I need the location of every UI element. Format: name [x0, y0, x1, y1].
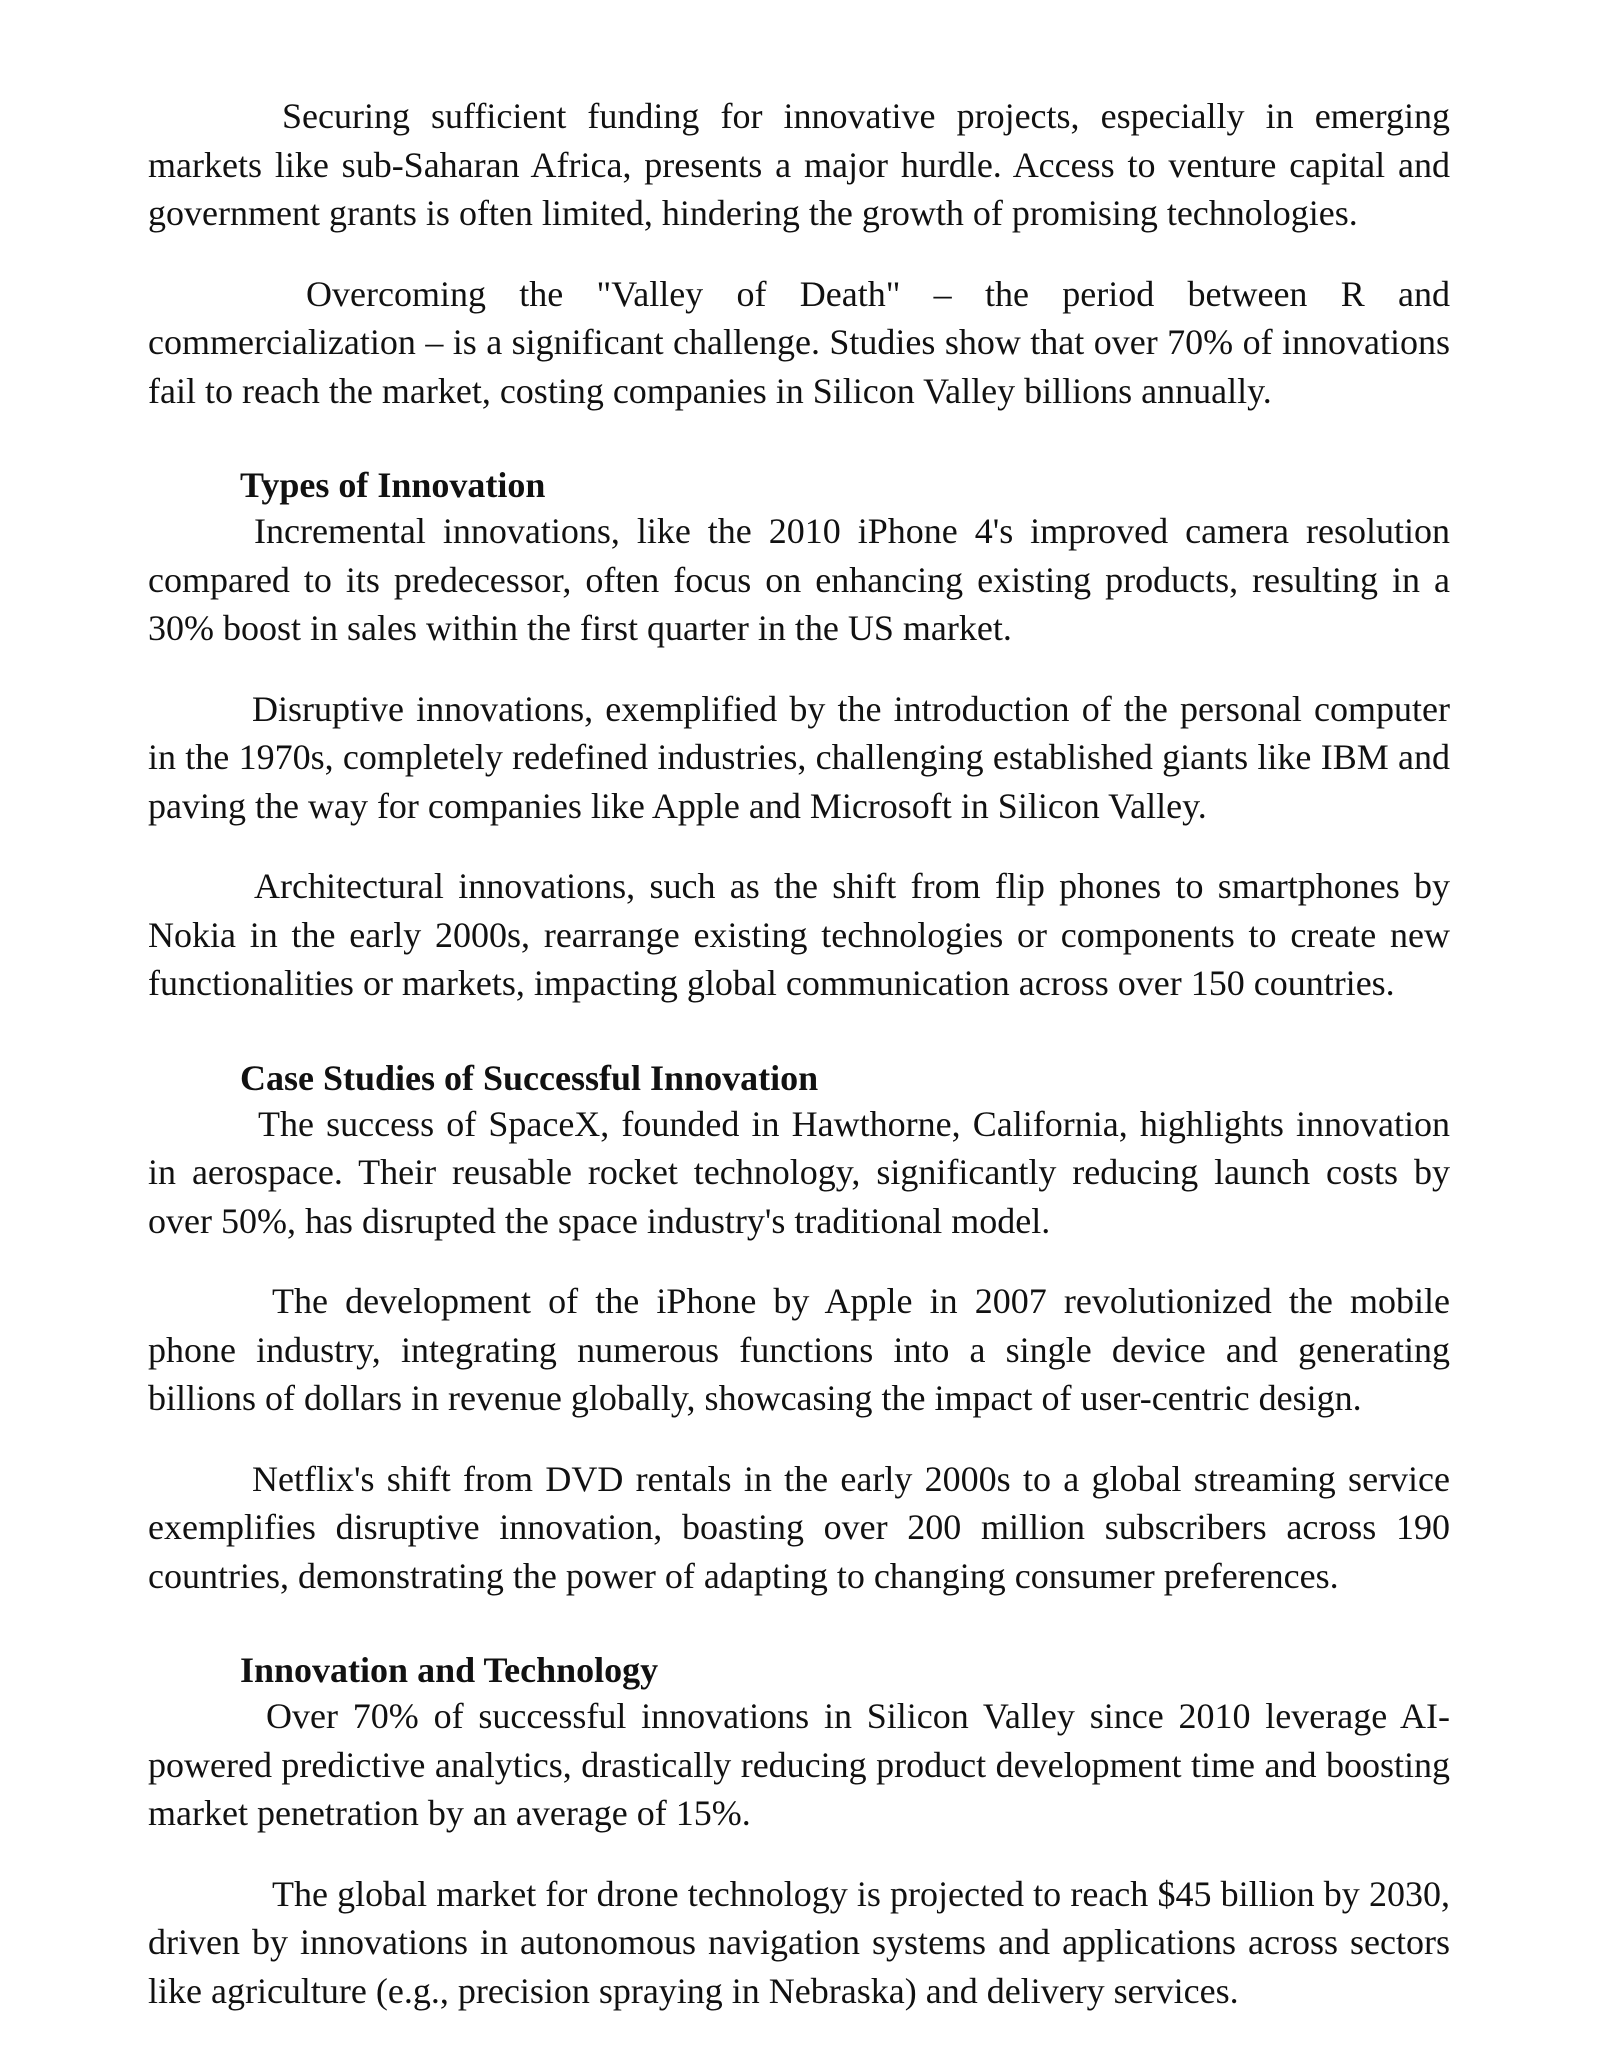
- section-innovation-and-technology: [148, 1648, 1450, 2015]
- paragraph-funding: Securing sufficient funding for innovative projects, especially in emerging markets like sub-Saharan Africa, presents a major hurdle. Access to venture capital and government grants is often limited, hindering the growth of promising technologies.: [148, 96, 1450, 233]
- section-types-of-innovation: [148, 463, 1450, 1008]
- paragraph-disruptive: Disruptive innovations, exemplified by the introduction of the personal computer in the 1970s, completely redefined industries, challenging established giants like IBM and paving the way for companies like Apple and Microsoft in Silicon Valley.: [148, 688, 1450, 826]
- section-heading: Types of Innovation: [240, 465, 546, 505]
- paragraph-ai-analytics: Over 70% of successful innovations in Silicon Valley since 2010 leverage AI-powered predictive analytics, drastically reducing product development time and boosting market penetration by an average of 15%.: [148, 1696, 1450, 1833]
- paragraph-architectural: Architectural innovations, such as the shift from flip phones to smartphones by Nokia in the early 2000s, rearrange existing technologies or components to create new functionalities or markets, impacting global communication across over 150 countries.: [148, 866, 1450, 1003]
- paragraph-incremental: Incremental innovations, like the 2010 iPhone 4's improved camera resolution compared to its predecessor, often focus on enhancing existing products, resulting in a 30% boost in sales within the first quarter in the US market.: [148, 511, 1450, 648]
- paragraph-valley-of-death: Overcoming the "Valley of Death" – the period between R and commercialization – is a significant challenge. Studies show that over 70% of innovations fail to reach the market, costing companies in Silicon Valley billions annually.: [148, 273, 1450, 411]
- section-heading: Innovation and Technology: [240, 1650, 659, 1690]
- paragraph-netflix: Netflix's shift from DVD rentals in the early 2000s to a global streaming service exemplifies disruptive innovation, boasting over 200 million subscribers across 190 countries, demonstrating the power of adapting to changing consumer preferences.: [148, 1458, 1450, 1596]
- section-case-studies: [148, 1056, 1450, 1601]
- paragraph-spacex: The success of SpaceX, founded in Hawthorne, California, highlights innovation in aerospace. Their reusable rocket technology, significantly reducing launch costs by over 50%, has disrupted the space industry's traditional model.: [148, 1103, 1450, 1241]
- paragraph-drone-market: The global market for drone technology is projected to reach $45 billion by 2030, driven by innovations in autonomous navigation systems and applications across sectors like agriculture (e.g., precision spraying in Nebraska) and delivery services.: [148, 1873, 1450, 2011]
- paragraph-iphone: The development of the iPhone by Apple in 2007 revolutionized the mobile phone industry, integrating numerous functions into a single device and generating billions of dollars in revenue globally, showcasing the impact of user-centric design.: [148, 1281, 1450, 1418]
- document-page: [148, 92, 1450, 2047]
- section-heading: Case Studies of Successful Innovation: [240, 1057, 819, 1098]
